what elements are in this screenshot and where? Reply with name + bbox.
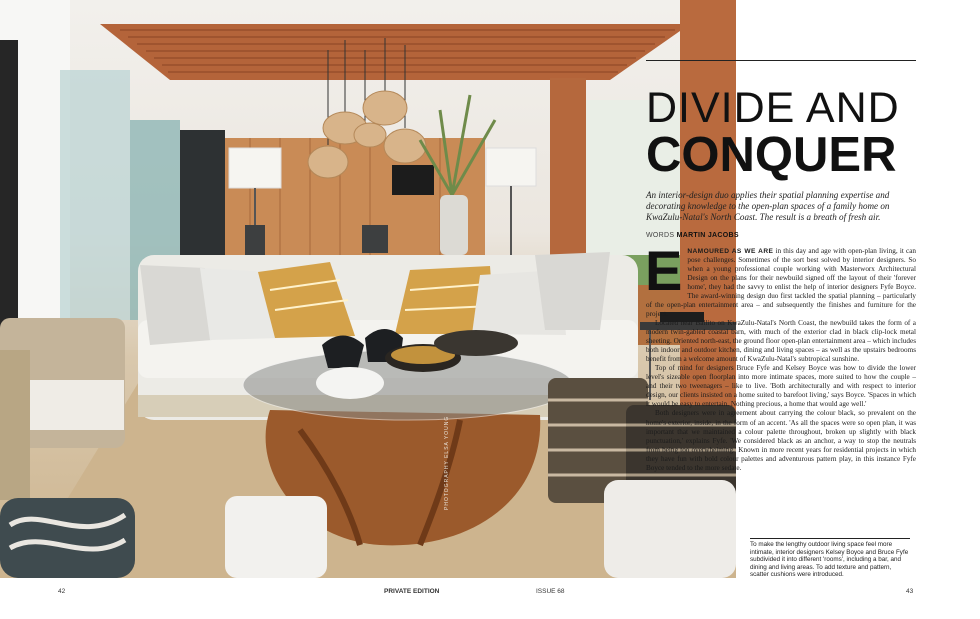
photo-caption: To make the lengthy outdoor living space feel more intimate, interior designers Kelsey Boyce and Bruce Fyfe subdivided it into different 'rooms', including a bar, and dining and living areas. To add texture and pattern, scatter cushions were introduced. — [750, 538, 910, 579]
headline-line-2: CONQUER — [646, 128, 897, 182]
byline-author: MARTIN JACOBS — [676, 231, 739, 239]
article-body — [645, 238, 916, 473]
paragraph-1-text: in this day and age with open-plan living, it can pose challenges. Sometimes of the sort best solved by interior designers. So when a young professional couple working with Masterworx Architectural Design on the plans for their newbuild signed off the layout of their 'forever home', they had the savvy to enlist the help of interior designers Fyfe Boyce. The award-winning design duo first tackled the spatial planning – particularly of the open-plan entertainment area – and subsequently the finishes and furniture for the project. — [646, 246, 916, 318]
lead-in: NAMOURED AS WE ARE — [687, 247, 774, 255]
photo-credit: PHOTOGRAPHY ELSA YOUNG — [444, 415, 450, 510]
article-column — [646, 60, 916, 473]
paragraph-3: Top of mind for designers Bruce Fyfe and Kelsey Boyce was how to divide the lower level's sizeable open floorplan into more intimate spaces, more suited to how the couple – and their two tweenagers – like to live. 'Both architecturally and with respect to interior design, our clients insisted on a home suited to barefoot living,' says Boyce. 'Spaces in which it would be easy to entertain. Nothing precious, a home that would age well.' — [646, 364, 916, 409]
byline-label: WORDS — [646, 231, 675, 239]
paragraph-1 — [645, 238, 916, 319]
paragraph-2: Located near Ballito on KwaZulu-Natal's North Coast, the newbuild takes the form of a modern twin-gabled coastal barn, with much of the exterior clad in black clip-lock metal sheeting. Oriented north-east, the ground floor open-plan entertainment area – which includes both indoor and outdoor kitchen, dining and living spaces – as well as the upstairs bedrooms benefit from a welcome amount of KwaZulu-Natal's subtropical sunshine. — [646, 318, 916, 364]
folio-edition: PRIVATE EDITION — [384, 588, 440, 595]
folio-page-left: 42 — [58, 588, 66, 595]
paragraph-4: Both designers were in agreement about carrying the colour black, so prevalent on the home's exterior, inside, in the form of an accent. 'As all the spaces were so open plan, it was important that we maintained a colour palette throughout, broken up slightly with black punctuation,' explains Fyfe. 'We considered black as an anchor, a way to stop the neutrals from being too overwhelming.' Known in more recent years for residential projects in which they have fun with bold colour palettes and adventurous pattern play, in this instance Fyfe Boyce tended to the more sedate. — [646, 409, 916, 472]
folio-issue: ISSUE 68 — [536, 588, 565, 595]
drop-cap: E — [645, 238, 683, 302]
byline — [646, 232, 916, 239]
standfirst: An interior-design duo applies their spatial planning expertise and decorating knowledge to the open-plan spaces of a family home on KwaZulu-Natal's North Coast. The result is a breath of fresh air. — [646, 190, 890, 223]
top-rule — [646, 60, 916, 61]
headline-line-1: DIVIDE AND — [646, 84, 900, 132]
folio-page-right: 43 — [906, 588, 914, 595]
